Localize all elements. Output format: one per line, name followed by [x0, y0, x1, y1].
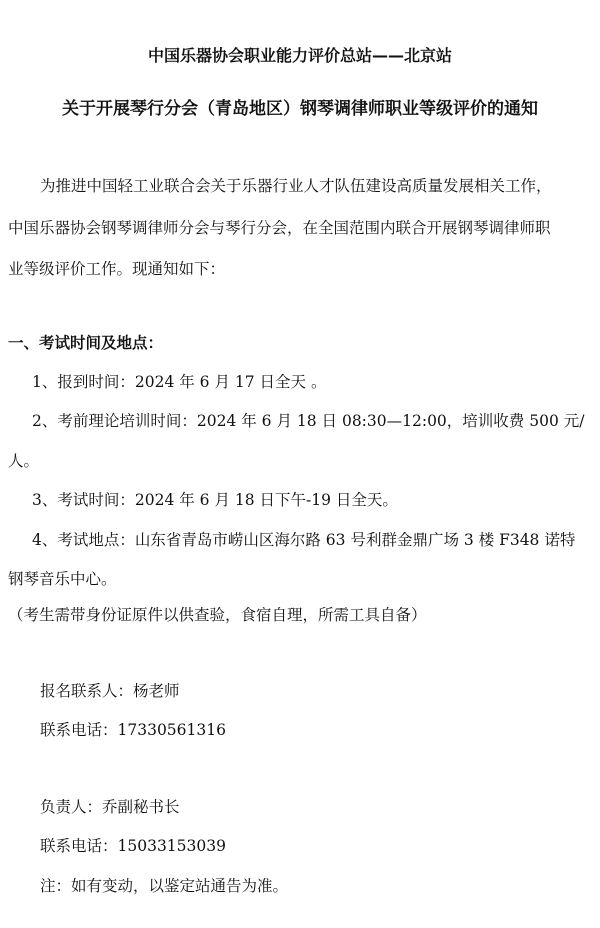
document-title-line2: 关于开展琴行分会（青岛地区）钢琴调律师职业等级评价的通知 — [62, 99, 538, 119]
registration-phone: 联系电话：17330561316 — [40, 721, 226, 739]
intro-line-2: 中国乐器协会钢琴调律师分会与琴行分会，在全国范围内联合开展钢琴调律师职 — [8, 219, 551, 237]
person-in-charge: 负责人：乔副秘书长 — [40, 798, 180, 816]
document-title-line1: 中国乐器协会职业能力评价总站——北京站 — [147, 46, 452, 65]
item-training-time-line2: 人。 — [8, 452, 40, 470]
section-heading: 一、考试时间及地点： — [8, 334, 164, 352]
intro-line-1: 为推进中国轻工业联合会关于乐器行业人才队伍建设高质量发展相关工作， — [40, 177, 552, 195]
exam-note: （考生需带身份证原件以供查验，食宿自理，所需工具自备） — [8, 606, 427, 624]
item-exam-location-line1: 4、考试地点：山东省青岛市崂山区海尔路 63 号利群金鼎广场 3 楼 F348 诺特 — [32, 531, 576, 549]
item-exam-time: 3、考试时间：2024 年 6 月 18 日下午-19 日全天。 — [32, 491, 398, 509]
charge-phone: 联系电话：15033153039 — [40, 837, 226, 855]
item-training-time-line1: 2、考前理论培训时间：2024 年 6 月 18 日 08:30—12:00，培训收费 500 元/ — [32, 412, 585, 430]
footnote: 注：如有变动，以鉴定站通告为准。 — [40, 877, 289, 895]
item-exam-location-line2: 钢琴音乐中心。 — [8, 570, 117, 588]
registration-contact: 报名联系人：杨老师 — [40, 682, 180, 700]
intro-line-3: 业等级评价工作。现通知如下： — [8, 260, 226, 278]
item-checkin-time: 1、报到时间：2024 年 6 月 17 日全天 。 — [32, 373, 327, 391]
